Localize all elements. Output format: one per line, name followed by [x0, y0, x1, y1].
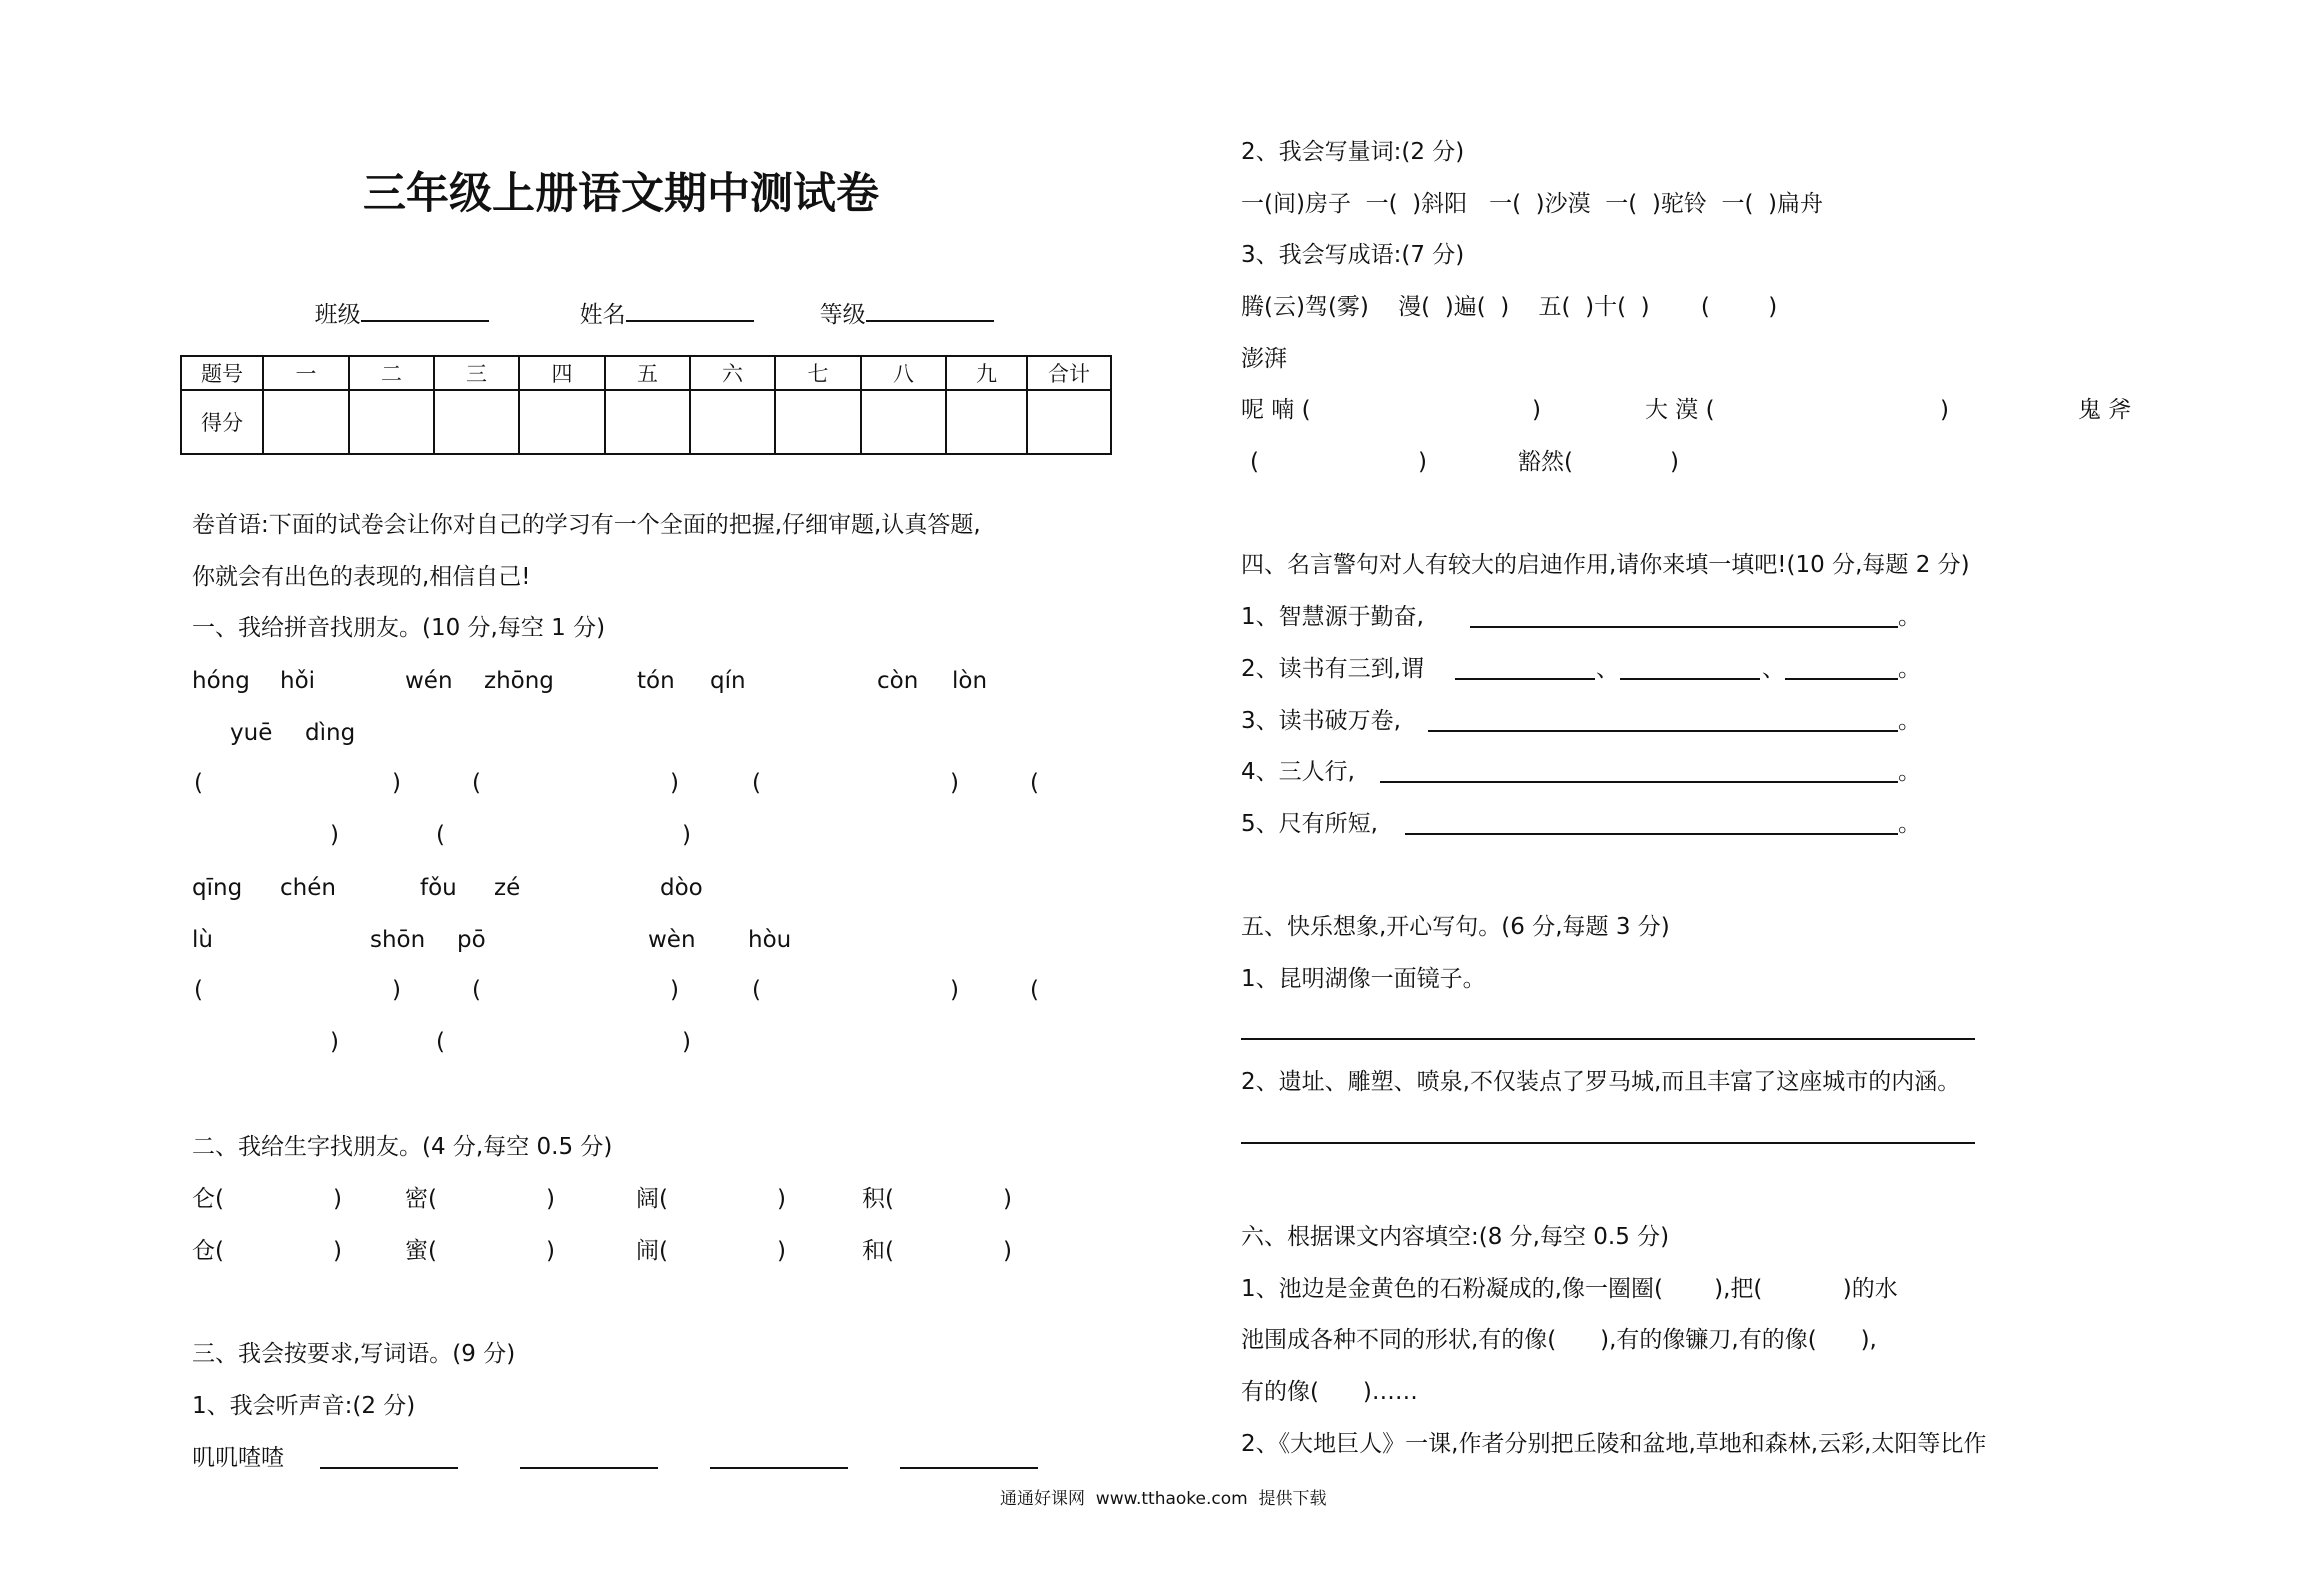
answer-line[interactable] [1785, 678, 1898, 680]
answer-line[interactable] [710, 1467, 848, 1469]
char-item: 和( [862, 1238, 894, 1264]
score-cell[interactable] [519, 390, 605, 454]
paren-open: ( [752, 977, 761, 1003]
paren-open: ( [194, 977, 203, 1003]
idiom-item: 大 漠 ( [1645, 397, 1715, 423]
char-paren-close: ) [546, 1186, 555, 1212]
score-cell[interactable] [861, 390, 946, 454]
fill-line: 1、池边是金黄色的石粉凝成的,像一圈圈( ),把( )的水 [1241, 1276, 1898, 1302]
pinyin: hòu [748, 927, 792, 953]
answer-line[interactable] [1620, 678, 1760, 680]
fill-line: 池围成各种不同的形状,有的像( ),有的像镰刀,有的像( ), [1241, 1327, 1877, 1353]
score-table [180, 355, 1112, 455]
paren-close: ) [682, 822, 691, 848]
pinyin: lù [192, 927, 213, 953]
score-cell[interactable] [690, 390, 775, 454]
score-col: 七 [775, 356, 861, 390]
answer-line[interactable] [520, 1467, 658, 1469]
score-col: 一 [263, 356, 349, 390]
pinyin: fǒu [420, 875, 457, 901]
quote-item: 2、读书有三到,谓 [1241, 656, 1424, 682]
pinyin: dòo [660, 875, 703, 901]
pinyin: tón [637, 668, 675, 694]
score-cell[interactable] [1027, 390, 1111, 454]
score-col: 三 [434, 356, 519, 390]
idiom-item: ) [1670, 449, 1679, 475]
quote-item: 4、三人行, [1241, 759, 1355, 785]
footer: 通通好课网 www.tthaoke.com 提供下载 [1000, 1489, 1327, 1509]
fill-line: 有的像( )…… [1241, 1379, 1418, 1405]
paren-close: ) [670, 977, 679, 1003]
score-header-label: 题号 [181, 356, 263, 390]
pinyin: yuē [230, 720, 273, 746]
score-col: 合计 [1027, 356, 1111, 390]
pinyin: qīng [192, 875, 243, 901]
score-cell[interactable] [775, 390, 861, 454]
paren-open: ( [436, 822, 445, 848]
question: 1、昆明湖像一面镜子。 [1241, 966, 1486, 992]
pinyin: shōn [370, 927, 426, 953]
pinyin: dìng [305, 720, 356, 746]
answer-line[interactable] [1405, 833, 1898, 835]
paren-close: ) [682, 1029, 691, 1055]
question: 3、我会写成语:(7 分) [1241, 242, 1465, 268]
section-heading: 三、我会按要求,写词语。(9 分) [192, 1341, 516, 1367]
pinyin: wén [405, 668, 453, 694]
question: 1、我会听声音:(2 分) [192, 1393, 416, 1419]
measure-word-line: 一(间)房子 一( )斜阳 一( )沙漠 一( )驼铃 一( )扁舟 [1241, 191, 1824, 217]
pinyin: hóng [192, 668, 250, 694]
paren-open: ( [472, 770, 481, 796]
idiom-line: 腾(云)驾(雾) 漫( )遍( ) 五( )十( ) ( ) [1241, 294, 1778, 320]
score-col: 六 [690, 356, 775, 390]
pinyin: lòn [952, 668, 988, 694]
score-cell[interactable] [349, 390, 434, 454]
quote-item: 5、尺有所短, [1241, 811, 1378, 837]
section-heading: 一、我给拼音找朋友。(10 分,每空 1 分) [192, 615, 606, 641]
score-col: 二 [349, 356, 434, 390]
paren-close: ) [330, 822, 339, 848]
period: 。 [1898, 811, 1921, 837]
score-cell[interactable] [434, 390, 519, 454]
pinyin: chén [280, 875, 336, 901]
idiom-item: ( [1250, 449, 1259, 475]
score-col: 九 [946, 356, 1027, 390]
answer-line[interactable] [1380, 781, 1898, 783]
paren-close: ) [330, 1029, 339, 1055]
char-item: 密( [405, 1186, 437, 1212]
char-paren-close: ) [546, 1238, 555, 1264]
period: 。 [1898, 708, 1921, 734]
score-col: 八 [861, 356, 946, 390]
idiom-item: 豁然( [1518, 449, 1573, 475]
paren-open: ( [194, 770, 203, 796]
paren-open: ( [752, 770, 761, 796]
idiom-item: ) [1940, 397, 1949, 423]
grade-label: 等级 [819, 302, 866, 328]
paren-close: ) [392, 770, 401, 796]
char-item: 仓( [192, 1238, 224, 1264]
class-field [300, 268, 489, 330]
score-cell[interactable] [946, 390, 1027, 454]
char-paren-close: ) [777, 1186, 786, 1212]
answer-line[interactable] [1428, 730, 1898, 732]
idiom-item: 鬼 斧 [2078, 397, 2132, 423]
quote-item: 3、读书破万卷, [1241, 708, 1401, 734]
section-heading: 四、名言警句对人有较大的启迪作用,请你来填一填吧!(10 分,每题 2 分) [1241, 552, 1970, 578]
char-paren-close: ) [333, 1238, 342, 1264]
section-heading: 六、根据课文内容填空:(8 分,每空 0.5 分) [1241, 1224, 1670, 1250]
char-item: 蜜( [405, 1238, 437, 1264]
word: 叽叽喳喳 [192, 1445, 284, 1471]
pinyin: wèn [648, 927, 696, 953]
quote-item: 1、智慧源于勤奋, [1241, 604, 1424, 630]
paren-close: ) [392, 977, 401, 1003]
idiom-item: ) [1418, 449, 1427, 475]
period: 。 [1898, 656, 1921, 682]
paren-close: ) [670, 770, 679, 796]
char-item: 积( [862, 1186, 894, 1212]
pinyin: pō [457, 927, 486, 953]
period: 。 [1898, 604, 1921, 630]
char-paren-close: ) [1003, 1238, 1012, 1264]
score-cell[interactable] [263, 390, 349, 454]
idiom-item: ) [1532, 397, 1541, 423]
char-paren-close: ) [333, 1186, 342, 1212]
char-item: 闹( [636, 1238, 668, 1264]
question: 2、我会写量词:(2 分) [1241, 139, 1465, 165]
char-item: 阔( [636, 1186, 668, 1212]
paren-open: ( [1030, 770, 1039, 796]
grade-field [805, 268, 994, 330]
paren-open: ( [436, 1029, 445, 1055]
separator: 、 [1596, 656, 1619, 682]
answer-line[interactable] [1241, 1038, 1975, 1040]
answer-line[interactable] [900, 1467, 1038, 1469]
answer-line[interactable] [1241, 1142, 1975, 1144]
intro-line: 你就会有出色的表现的,相信自己! [192, 564, 531, 590]
pinyin: zhōng [484, 668, 554, 694]
period: 。 [1898, 759, 1921, 785]
char-item: 仑( [192, 1186, 224, 1212]
score-col: 五 [605, 356, 690, 390]
paren-close: ) [950, 977, 959, 1003]
paren-open: ( [472, 977, 481, 1003]
fill-line: 2、《大地巨人》一课,作者分别把丘陵和盆地,草地和森林,云彩,太阳等比作 [1241, 1431, 1987, 1457]
score-cell[interactable] [605, 390, 690, 454]
paren-close: ) [950, 770, 959, 796]
pinyin: zé [494, 875, 521, 901]
section-heading: 五、快乐想象,开心写句。(6 分,每题 3 分) [1241, 914, 1670, 940]
char-paren-close: ) [777, 1238, 786, 1264]
section-heading: 二、我给生字找朋友。(4 分,每空 0.5 分) [192, 1134, 613, 1160]
score-row-label: 得分 [181, 390, 263, 454]
question: 2、遗址、雕塑、喷泉,不仅装点了罗马城,而且丰富了这座城市的内涵。 [1241, 1069, 1961, 1095]
answer-line[interactable] [1455, 678, 1595, 680]
score-col: 四 [519, 356, 605, 390]
separator: 、 [1762, 656, 1785, 682]
page-title: 三年级上册语文期中测试卷 [363, 169, 879, 219]
char-paren-close: ) [1003, 1186, 1012, 1212]
intro-line: 卷首语:下面的试卷会让你对自己的学习有一个全面的把握,仔细审题,认真答题, [192, 512, 981, 538]
class-label: 班级 [314, 302, 361, 328]
idiom-line: 澎湃 [1241, 346, 1287, 372]
answer-line[interactable] [1470, 626, 1898, 628]
name-field [565, 268, 754, 330]
answer-line[interactable] [320, 1467, 458, 1469]
idiom-item: 呢 喃 ( [1241, 397, 1311, 423]
pinyin: qín [710, 668, 746, 694]
paren-open: ( [1030, 977, 1039, 1003]
name-label: 姓名 [579, 302, 626, 328]
pinyin: hǒi [280, 668, 316, 694]
pinyin: còn [877, 668, 919, 694]
